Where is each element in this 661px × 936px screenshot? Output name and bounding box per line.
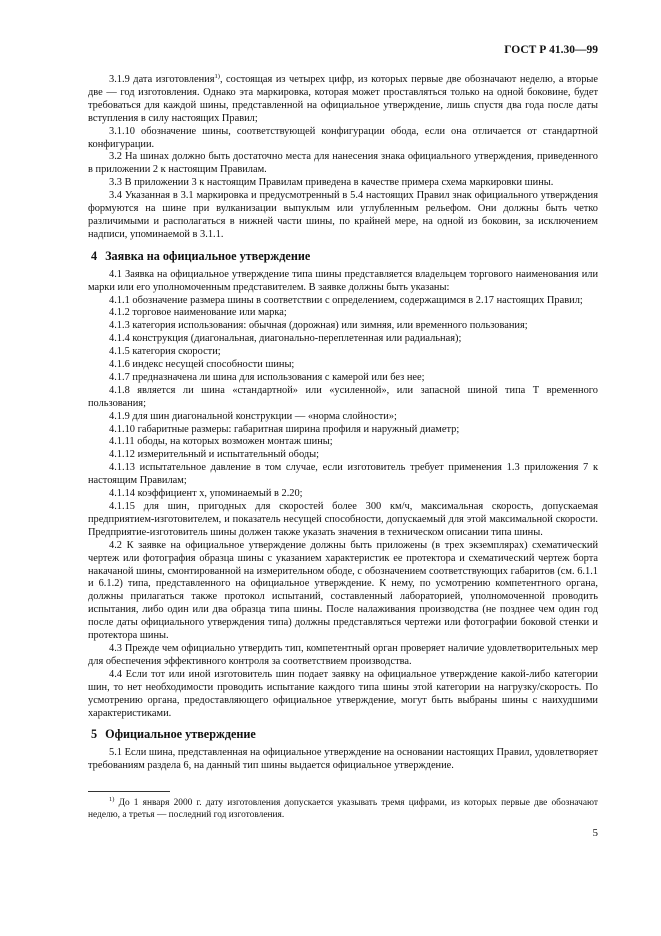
paragraph-3-1-10: 3.1.10 обозначение шины, соответствующей конфигурации обода, если она отличается от стандартной конфигурации. bbox=[88, 125, 598, 150]
section-5-body bbox=[88, 747, 598, 773]
standard-header: ГОСТ Р 41.30—99 bbox=[504, 44, 598, 56]
section-title: Официальное утверждение bbox=[105, 727, 256, 742]
footnote-marker: 1) bbox=[109, 796, 115, 803]
section-number: 4 bbox=[91, 248, 98, 263]
paragraph: 4.1 Заявка на официальное утверждение типа шины представляется владельцем торгового наименования или марки или его уполномоченным представителем. В заявке должны быть указаны: bbox=[88, 268, 598, 293]
paragraph: 4.3 Прежде чем официально утвердить тип, компетентный орган проверяет наличие удовлетворительных мер для обеспечения эффективного контроля за соответствием производства. bbox=[88, 642, 598, 667]
footnote bbox=[88, 797, 598, 822]
paragraph: 4.1.1 обозначение размера шины в соответствии с определением, содержащимся в 2.17 настоящих Правил; bbox=[109, 294, 583, 306]
footnote-ref[interactable]: 1) bbox=[214, 73, 220, 80]
section-4-body bbox=[88, 269, 598, 721]
page-number: 5 bbox=[592, 827, 598, 839]
paragraph: 5.1 Если шина, представленная на официальное утверждение на основании настоящих Правил, удовлетворяет требованиям раздела 6, на данный тип шины выдается официальное утверждение. bbox=[88, 747, 598, 772]
main-text bbox=[88, 74, 598, 773]
paragraph: 4.1.4 конструкция (диагональная, диагонально-переплетенная или радиальная); bbox=[109, 333, 462, 345]
paragraph-3-1-9 bbox=[88, 74, 598, 126]
paragraph: 4.1.10 габаритные размеры: габаритная ширина профиля и наружный диаметр; bbox=[109, 423, 460, 435]
paragraph: 4.1.2 торговое наименование или марка; bbox=[109, 307, 287, 319]
paragraph: 4.1.6 индекс несущей способности шины; bbox=[109, 359, 295, 371]
paragraph: 4.1.14 коэффициент х, упоминаемый в 2.20; bbox=[109, 488, 303, 500]
paragraph: 4.1.12 измерительный и испытательный ободы; bbox=[109, 449, 320, 461]
footnote-divider bbox=[88, 791, 170, 792]
paragraph: 4.2 К заявке на официальное утверждение должны быть приложены (в трех экземплярах) схематический чертеж или фотография образца шины с указанием характеристик ее протектора и схематический чертеж борта накачаной шины, смонтированной на измерительном ободе, с обозначением соответствующих габаритов (см. 6.1.1 и 6.1.2) типа, представленного на официальное утверждение. К нему, по усмотрению компетентного органа, должны прилагаться также протокол испытаний, составленный лабораторией, уполномоченной проводить испытания, либо один или два образца типа шины. После налаживания производства (не позднее чем один год после даты официального утверждения типа) должны представляться чертежи или фотографии боковой стенки и протектора шины. bbox=[88, 539, 598, 642]
paragraph: 4.1.13 испытательное давление в том случае, если изготовитель требует применения 1.3 приложения 7 к настоящим Правилам; bbox=[88, 462, 598, 487]
paragraph-text: 3.1.9 дата изготовления bbox=[109, 74, 215, 85]
paragraph: 4.4 Если тот или иной изготовитель шин подает заявку на официальное утверждение какой-либо категории шин, то нет необходимости проводить испытание каждого типа шины этой категории на нагрузку/скорость. По усмотрению органа, предоставляющего официальное утверждение, могут быть выбраны шины с наихудшими характеристиками. bbox=[88, 668, 598, 719]
paragraph: 4.1.3 категория использования: обычная (дорожная) или зимняя, или временного пользования; bbox=[109, 320, 528, 332]
paragraph-3-3: 3.3 В приложении 3 к настоящим Правилам приведена в качестве примера схема маркировки шины. bbox=[109, 177, 554, 189]
footnote-text: До 1 января 2000 г. дату изготовления допускается указывать тремя цифрами, из которых первые две обозначают неделю, а третья — последний год изготовления. bbox=[88, 798, 598, 821]
section-5-heading bbox=[88, 728, 598, 741]
paragraph: 4.1.8 является ли шина «стандартной» или «усиленной», или запасной шиной типа Т временного пользования; bbox=[88, 384, 598, 409]
paragraph-3-4: 3.4 Указанная в 3.1 маркировка и предусмотренный в 5.4 настоящих Правил знак официального утверждения формуются на шине при вулканизации выпуклым или углубленным рельефом. Они должны быть четко различимыми и располагаться в нижней части шины, по крайней мере, на одной из боковин, за исключением надписи, упоминаемой в 3.1.1. bbox=[88, 190, 598, 240]
paragraph: 4.1.7 предназначена ли шина для использования с камерой или без нее; bbox=[109, 371, 425, 383]
paragraph-3-2: 3.2 На шинах должно быть достаточно места для нанесения знака официального утверждения, приведенного в приложении 2 к настоящим Правилам. bbox=[88, 151, 598, 176]
paragraph: 4.1.5 категория скорости; bbox=[109, 346, 221, 358]
section-number: 5 bbox=[91, 727, 98, 742]
paragraph: 4.1.9 для шин диагональной конструкции — «норма слойности»; bbox=[109, 410, 397, 422]
paragraph-text: , состоящая из четырех цифр, из которых первые две обозначают неделю, а вторые две — год изготовления. Однако эта маркировка, которая может проставляться только на одной боковине, будет требоваться для каждой шины, представленной на официальное утверждение, лишь спустя два года после даты вступления в силу настоящих Правил; bbox=[88, 74, 598, 124]
section-4-heading bbox=[88, 250, 598, 263]
paragraph: 4.1.15 для шин, пригодных для скоростей более 300 км/ч, максимальная скорость, допускаемая предприятием-изготовителем, и показатель несущей способности, допускаемый для этой максимальной скорости. Предприятие-изготовитель шины должен также указать значения в техническом описании типа шины. bbox=[88, 501, 598, 538]
section-title: Заявка на официальное утверждение bbox=[105, 248, 311, 263]
paragraph: 4.1.11 ободы, на которых возможен монтаж шины; bbox=[109, 436, 333, 448]
